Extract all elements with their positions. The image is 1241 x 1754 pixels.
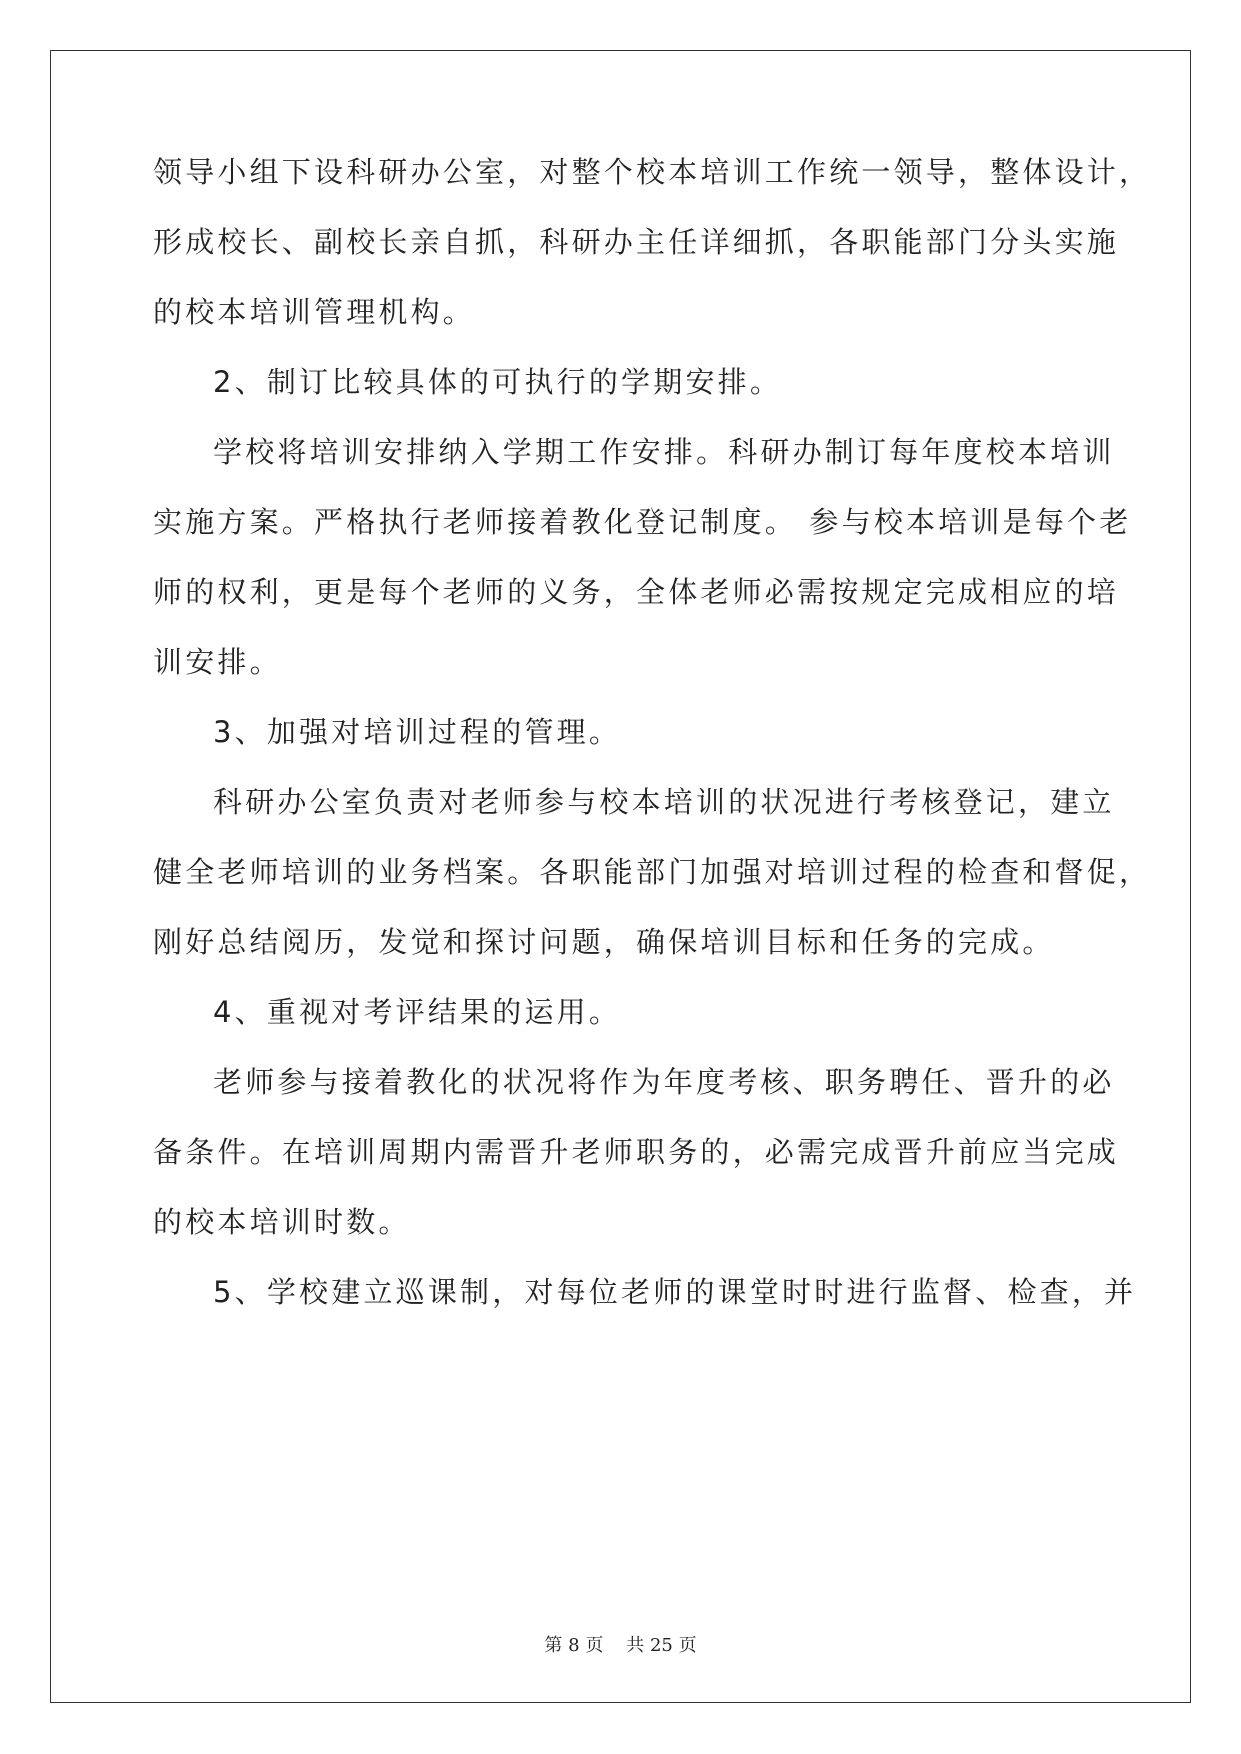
section-heading: 4、重视对考评结果的运用。 xyxy=(213,995,622,1029)
page-footer xyxy=(0,1631,1241,1657)
page-total: 共 25 页 xyxy=(626,1635,697,1656)
text-line: 形成校长、副校长亲自抓，科研办主任详细抓，各职能部门分头实施 xyxy=(153,225,1120,259)
text-line: 的校本培训时数。 xyxy=(153,1205,411,1239)
text-line: 刚好总结阅历，发觉和探讨问题，确保培训目标和任务的完成。 xyxy=(153,925,1055,959)
section-heading: 3、加强对培训过程的管理。 xyxy=(213,715,622,749)
text-line: 老师参与接着教化的状况将作为年度考核、职务聘任、晋升的必 xyxy=(213,1065,1115,1099)
text-line: 实施方案。严格执行老师接着教化登记制度。 参与校本培训是每个老 xyxy=(153,505,1132,539)
text-line: 学校将培训安排纳入学期工作安排。科研办制订每年度校本培训 xyxy=(213,435,1115,469)
page-number: 第 8 页 xyxy=(544,1635,604,1656)
text-line: 健全老师培训的业务档案。各职能部门加强对培训过程的检查和督促， xyxy=(153,855,1152,889)
text-line: 训安排。 xyxy=(153,645,282,679)
text-line: 科研办公室负责对老师参与校本培训的状况进行考核登记，建立 xyxy=(213,785,1115,819)
text-line: 备条件。在培训周期内需晋升老师职务的，必需完成晋升前应当完成 xyxy=(153,1135,1120,1169)
text-line: 领导小组下设科研办公室，对整个校本培训工作统一领导，整体设计， xyxy=(153,155,1152,189)
section-heading: 5、学校建立巡课制，对每位老师的课堂时时进行监督、检查，并 xyxy=(213,1275,1137,1309)
section-heading: 2、制订比较具体的可执行的学期安排。 xyxy=(213,365,783,399)
text-line: 师的权利，更是每个老师的义务，全体老师必需按规定完成相应的培 xyxy=(153,575,1120,609)
text-line: 的校本培训管理机构。 xyxy=(153,295,476,329)
